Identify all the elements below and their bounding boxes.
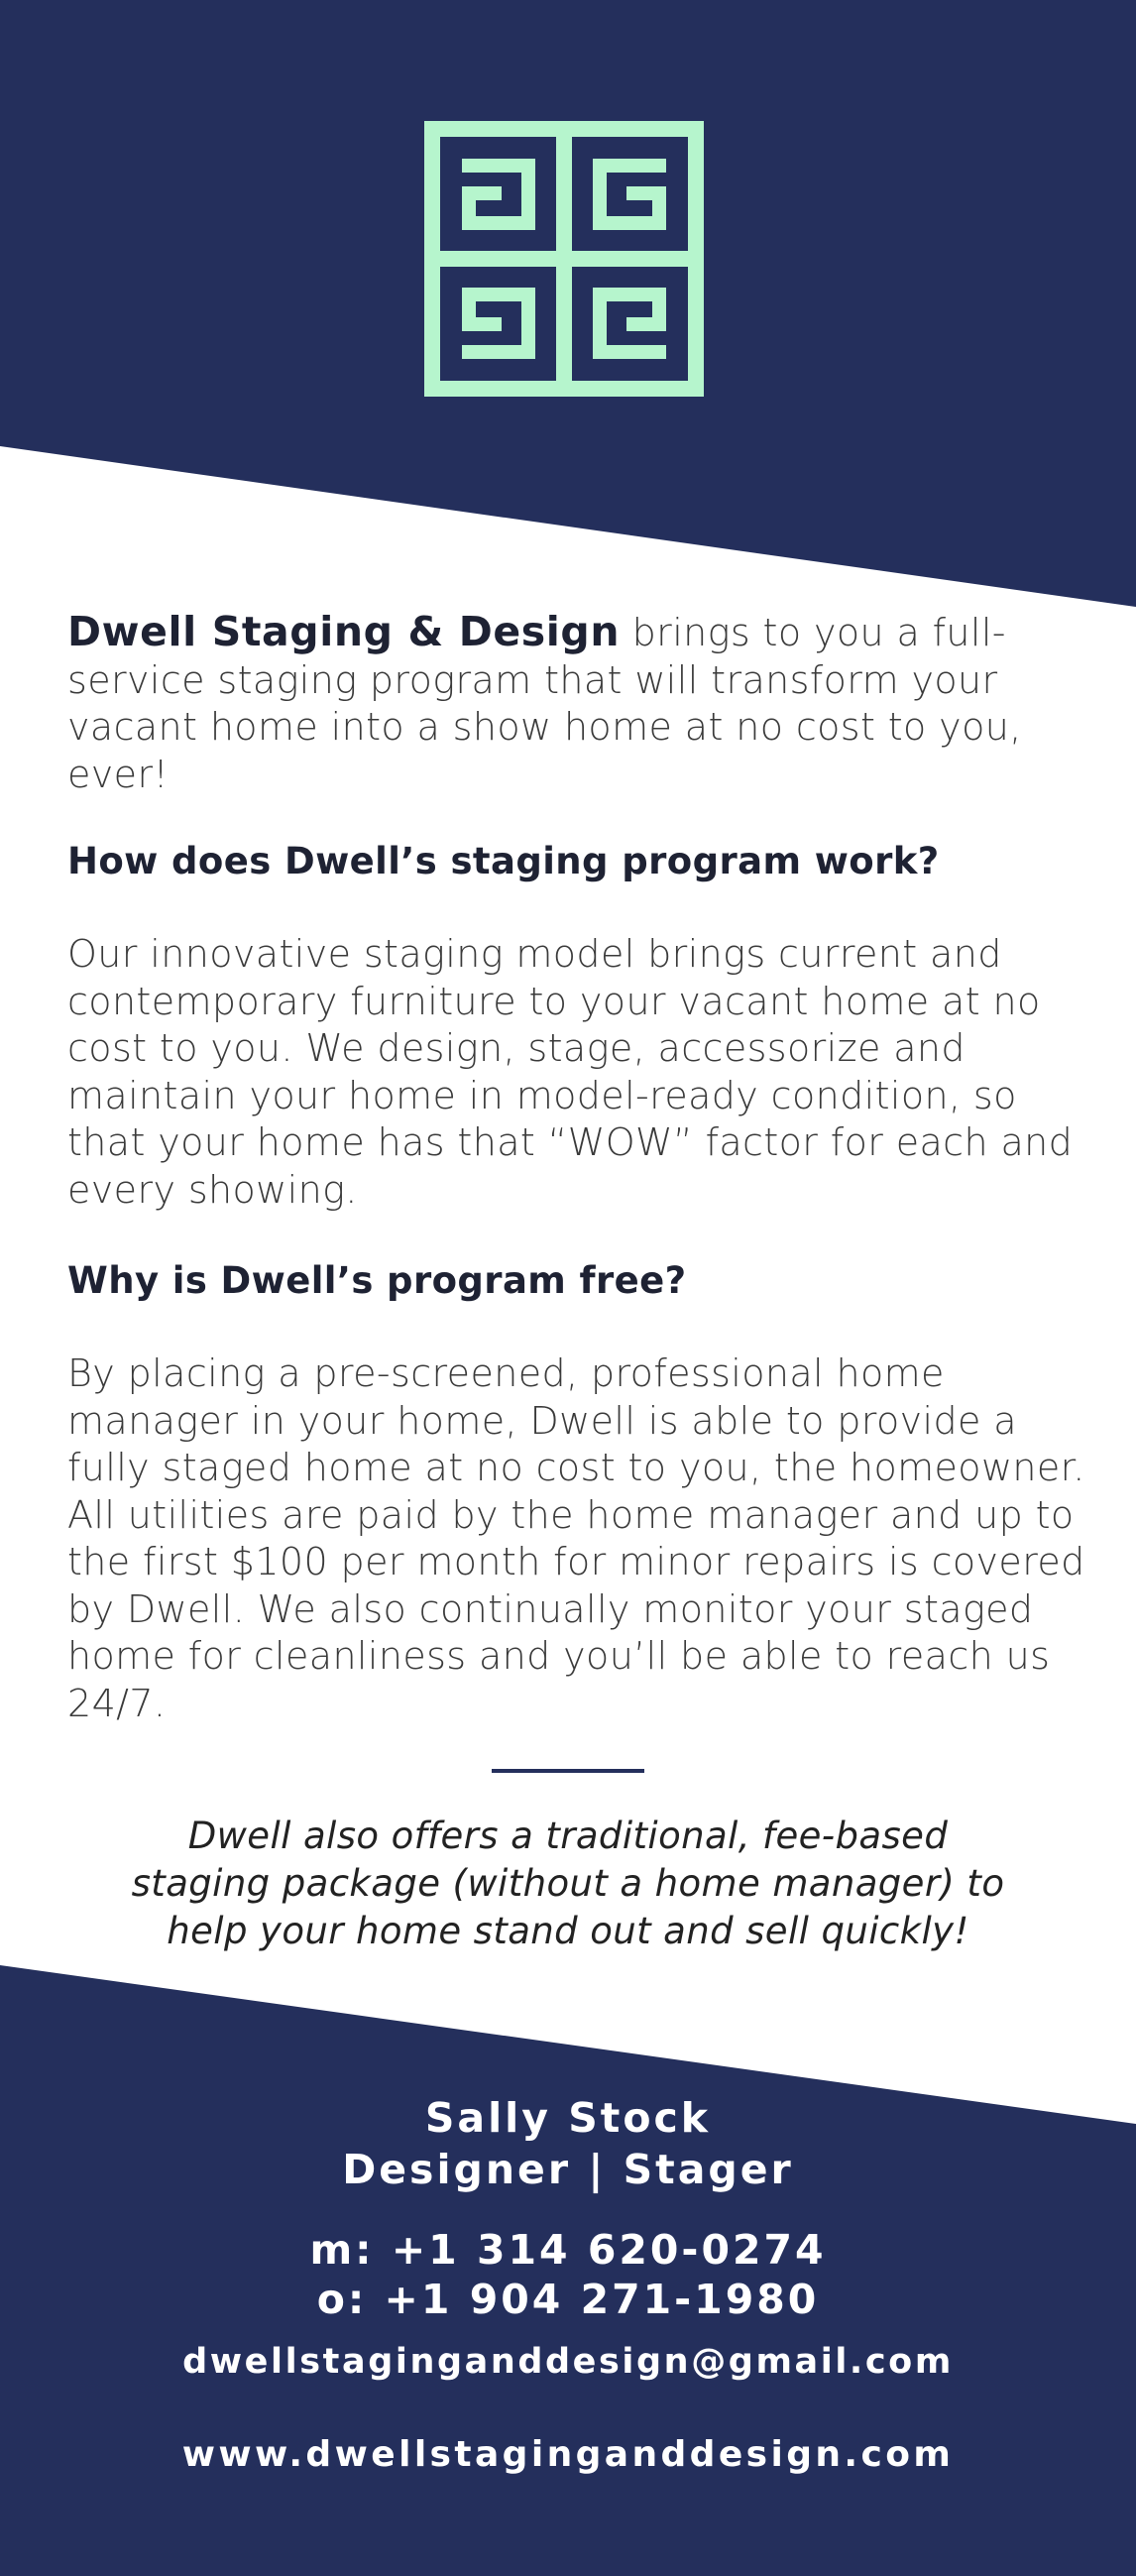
tagline: Dwell also offers a traditional, fee-based staging package (without a home manager) to help your home stand out and sell quickly!: [131, 1815, 1005, 1952]
contact-name: Sally Stock: [424, 2094, 712, 2142]
section-heading-why-free: Why is Dwell’s program free?: [67, 1259, 687, 1302]
contact-title: Designer | Stager: [342, 2146, 794, 2193]
contact-office[interactable]: o: +1 904 271-1980: [316, 2276, 820, 2323]
contact-website[interactable]: www.dwellstaginganddesign.com: [181, 2434, 955, 2475]
main-content: [67, 609, 1088, 1727]
brand-name: Dwell Staging & Design: [67, 608, 621, 655]
section-heading-how-it-works: How does Dwell’s staging program work?: [67, 840, 940, 882]
intro-paragraph: [67, 609, 1088, 798]
greek-key-h-monogram-icon: [424, 121, 704, 397]
contact-block: [0, 2092, 1136, 2477]
section-body-why-free: By placing a pre-screened, professional home manager in your home, Dwell is able to provide a fully staged home at no cost to you, the homeowner. All utilities are paid by the home manager and up to the first $100 per month for minor repairs is covered by Dwell. We also continually monitor your staged home for cleanliness and you’ll be able to reach us 24/7.: [67, 1351, 1085, 1725]
divider-line: [492, 1769, 644, 1773]
intro-text: brings to you a full-service staging program that will transform your vacant home into a show home at no cost to you, ever!: [67, 611, 1022, 796]
contact-mobile[interactable]: m: +1 314 620-0274: [309, 2226, 827, 2274]
section-body-how-it-works: Our innovative staging model brings current and contemporary furniture to your vacant home at no cost to you. We design, stage, accessorize and maintain your home in model-ready condition, so that your home has that “WOW” factor for each and every showing.: [67, 932, 1074, 1212]
contact-email[interactable]: dwellstaginganddesign@gmail.com: [182, 2342, 954, 2382]
